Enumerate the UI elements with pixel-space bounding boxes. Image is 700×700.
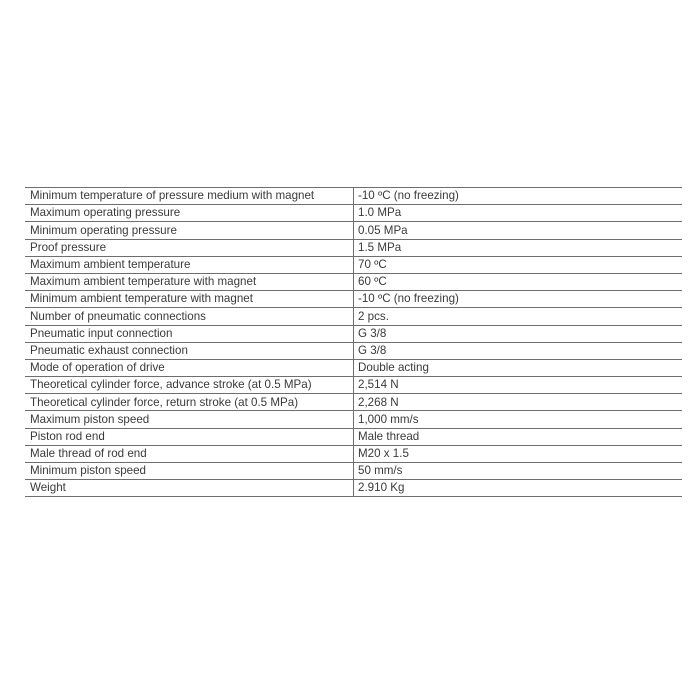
spec-label: Minimum ambient temperature with magnet [25,291,354,308]
table-row [25,222,682,239]
spec-label: Maximum ambient temperature [25,256,354,273]
spec-value: -10 ºC (no freezing) [354,291,683,308]
spec-value: M20 x 1.5 [354,445,683,462]
table-row [25,359,682,376]
table-row [25,480,682,497]
table-row [25,273,682,290]
spec-label: Minimum temperature of pressure medium with magnet [25,188,354,205]
spec-value: 1.5 MPa [354,239,683,256]
spec-value: 0.05 MPa [354,222,683,239]
spec-label: Theoretical cylinder force, advance stroke (at 0.5 MPa) [25,377,354,394]
spec-table [25,187,682,497]
table-row [25,342,682,359]
table-row [25,463,682,480]
spec-label: Pneumatic input connection [25,325,354,342]
spec-label: Maximum ambient temperature with magnet [25,273,354,290]
table-row [25,256,682,273]
spec-table-body [25,188,682,497]
spec-label: Pneumatic exhaust connection [25,342,354,359]
spec-value: 2,514 N [354,377,683,394]
table-row [25,428,682,445]
spec-label: Number of pneumatic connections [25,308,354,325]
spec-value: 2 pcs. [354,308,683,325]
table-row [25,239,682,256]
spec-value: 70 ºC [354,256,683,273]
spec-value: 1,000 mm/s [354,411,683,428]
spec-label: Mode of operation of drive [25,359,354,376]
spec-value: Double acting [354,359,683,376]
spec-label: Proof pressure [25,239,354,256]
spec-label: Theoretical cylinder force, return stroke (at 0.5 MPa) [25,394,354,411]
spec-label: Maximum operating pressure [25,205,354,222]
spec-label: Piston rod end [25,428,354,445]
spec-value: 60 ºC [354,273,683,290]
spec-label: Minimum operating pressure [25,222,354,239]
table-row [25,394,682,411]
table-row [25,411,682,428]
spec-label: Minimum piston speed [25,463,354,480]
spec-label: Male thread of rod end [25,445,354,462]
spec-label: Weight [25,480,354,497]
spec-value: G 3/8 [354,342,683,359]
spec-value: G 3/8 [354,325,683,342]
spec-value: 1.0 MPa [354,205,683,222]
spec-value: 50 mm/s [354,463,683,480]
table-row [25,325,682,342]
spec-value: Male thread [354,428,683,445]
spec-value: 2,268 N [354,394,683,411]
spec-value: 2.910 Kg [354,480,683,497]
spec-label: Maximum piston speed [25,411,354,428]
table-row [25,291,682,308]
table-row [25,188,682,205]
table-row [25,445,682,462]
table-row [25,205,682,222]
spec-value: -10 ºC (no freezing) [354,188,683,205]
table-row [25,308,682,325]
table-row [25,377,682,394]
